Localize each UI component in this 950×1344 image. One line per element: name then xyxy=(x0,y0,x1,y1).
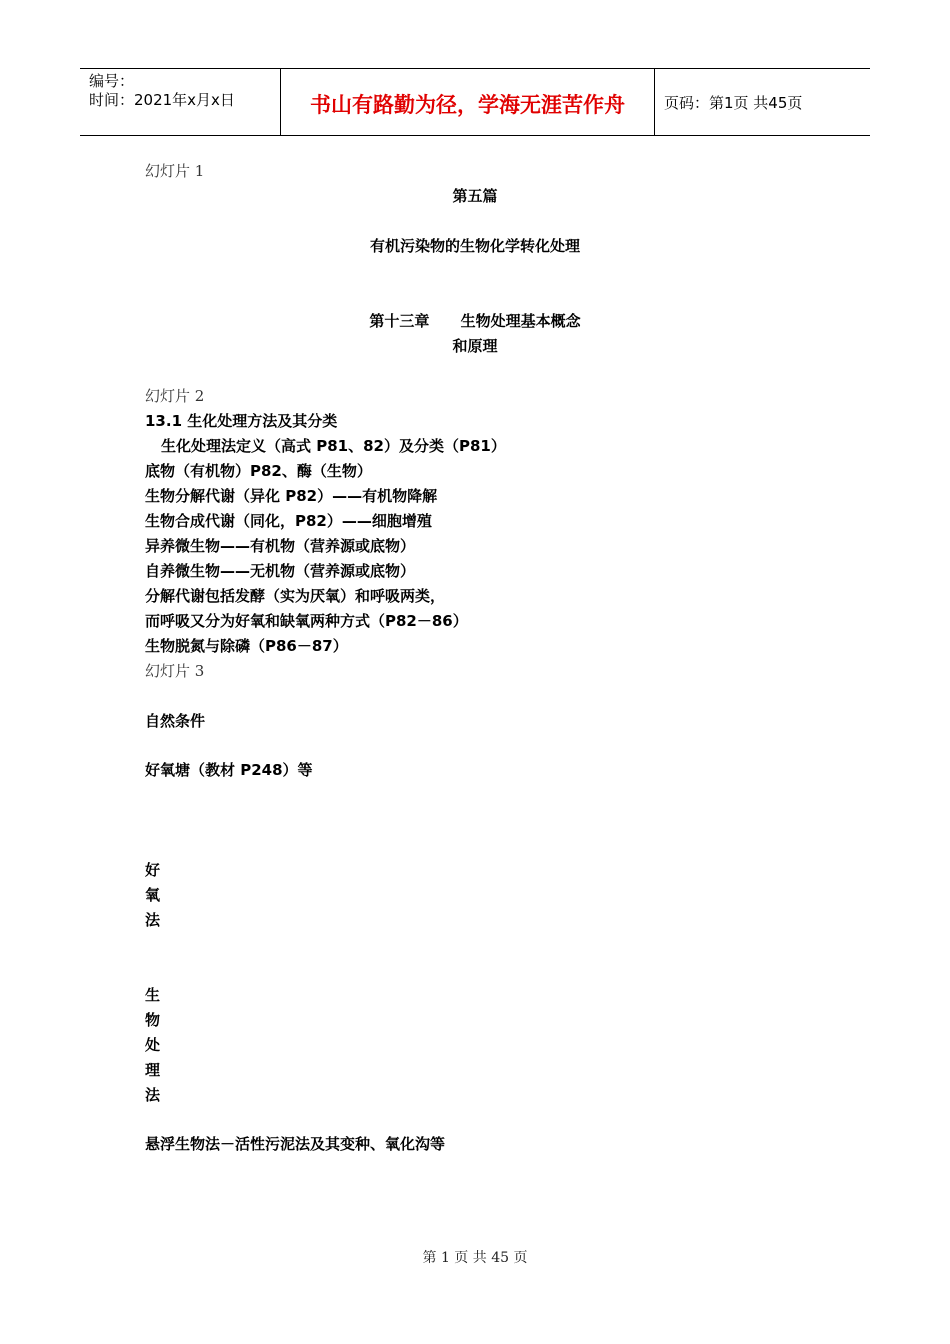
list-item: 自养微生物——无机物（营养源或底物） xyxy=(145,562,416,580)
part-title: 有机污染物的生物化学转化处理 xyxy=(369,237,580,255)
chapter-title-line1: 第十三章 生物处理基本概念 xyxy=(369,312,581,330)
bio-treatment-char: 法 xyxy=(145,1086,161,1104)
slide-3-label: 幻灯片 3 xyxy=(145,662,205,680)
aerobic-method-char: 法 xyxy=(145,911,161,929)
list-item: 异养微生物——有机物（营养源或底物） xyxy=(145,537,416,555)
bio-treatment-char: 理 xyxy=(145,1061,161,1079)
slide-1-label: 幻灯片 1 xyxy=(145,162,205,180)
suspended-growth-label: 悬浮生物法－活性污泥法及其变种、氧化沟等 xyxy=(145,1135,446,1153)
bio-treatment-char: 生 xyxy=(145,986,161,1004)
header-motto: 书山有路勤为径，学海无涯苦作舟 xyxy=(281,69,655,135)
page-footer: 第 1 页 共 45 页 xyxy=(422,1250,528,1266)
list-item: 生物合成代谢（同化，P82）——细胞增殖 xyxy=(145,512,432,530)
section-heading: 13.1 生化处理方法及其分类 xyxy=(145,412,338,430)
list-item: 生物脱氮与除磷（P86－87） xyxy=(145,637,348,655)
chapter-title-line2: 和原理 xyxy=(452,337,498,355)
header-meta-cell xyxy=(80,69,281,135)
header-time-label: 时间：2021年x月x日 xyxy=(89,91,235,109)
list-item: 而呼吸又分为好氧和缺氧两种方式（P82－86） xyxy=(145,612,468,630)
header-number-label: 编号： xyxy=(89,72,135,90)
document-header xyxy=(80,68,870,136)
aerobic-method-char: 氧 xyxy=(145,886,161,904)
list-item: 生物分解代谢（异化 P82）——有机物降解 xyxy=(145,487,438,505)
bio-treatment-char: 处 xyxy=(145,1036,161,1054)
header-page-info: 页码：第1页 共45页 xyxy=(664,93,803,112)
slide-2-label: 幻灯片 2 xyxy=(145,387,205,405)
list-item: 分解代谢包括发酵（实为厌氧）和呼吸两类， xyxy=(145,587,446,605)
list-item: 底物（有机物）P82、酶（生物） xyxy=(145,462,372,480)
natural-conditions-label: 自然条件 xyxy=(145,712,206,730)
part-heading: 第五篇 xyxy=(452,187,498,205)
list-item: 生化处理法定义（高式 P81、82）及分类（P81） xyxy=(161,437,506,455)
aerobic-method-char: 好 xyxy=(145,861,161,879)
bio-treatment-char: 物 xyxy=(145,1011,161,1029)
aerobic-pond-label: 好氧塘（教材 P248）等 xyxy=(145,761,313,779)
